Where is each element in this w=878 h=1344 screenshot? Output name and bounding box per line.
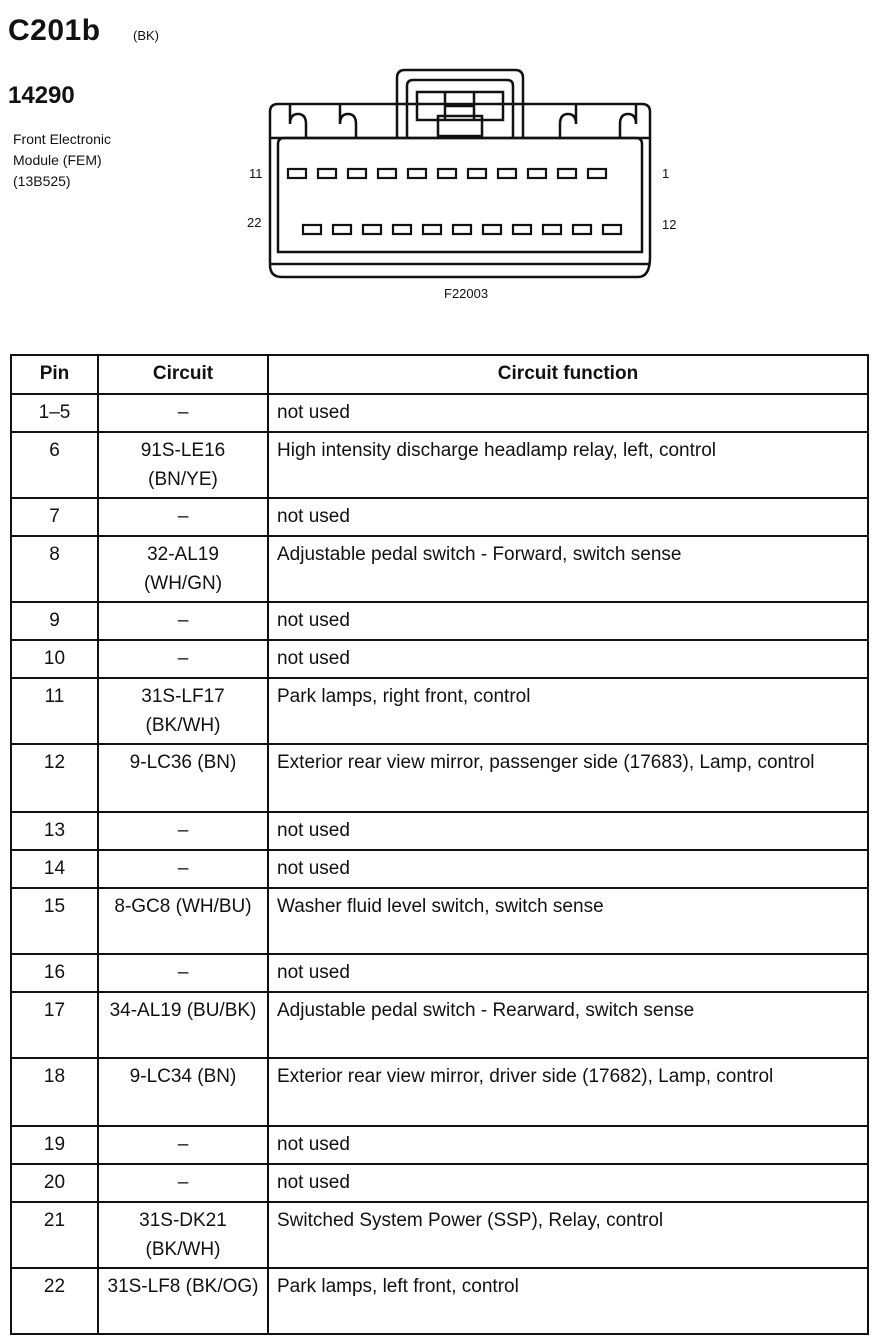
pin-cell: 20 [11,1164,98,1202]
circuit-cell: – [98,954,268,992]
pin-cell: 16 [11,954,98,992]
function-cell: not used [268,498,868,536]
table-header-row [11,355,868,394]
table-row [11,1202,868,1268]
function-cell: Adjustable pedal switch - Rearward, switch sense [268,992,868,1058]
function-cell: not used [268,602,868,640]
table-row [11,1164,868,1202]
pin-cell: 21 [11,1202,98,1268]
pin-cell: 10 [11,640,98,678]
function-cell: not used [268,640,868,678]
table-row [11,888,868,954]
pin-cell: 15 [11,888,98,954]
circuit-cell: – [98,640,268,678]
table-row [11,432,868,498]
function-cell: Adjustable pedal switch - Forward, switch sense [268,536,868,602]
pin-label-12: 12 [662,217,677,232]
function-cell: not used [268,812,868,850]
circuit-cell: 32-AL19 (WH/GN) [98,536,268,602]
pin-cell: 19 [11,1126,98,1164]
pin-label-22: 22 [247,215,262,230]
pin-cell: 11 [11,678,98,744]
function-cell: not used [268,394,868,432]
circuit-cell: 9-LC36 (BN) [98,744,268,812]
module-line: Front Electronic [13,131,112,147]
pin-cell: 13 [11,812,98,850]
pin-table [10,354,869,1335]
table-row [11,954,868,992]
circuit-cell: – [98,394,268,432]
pin-label-1: 1 [662,166,670,181]
module-line: (13B525) [13,173,71,189]
table-row [11,1268,868,1334]
pin-cell: 12 [11,744,98,812]
circuit-cell: – [98,812,268,850]
table-row [11,536,868,602]
table-row [11,812,868,850]
connector-face-diagram [240,62,690,312]
table-row [11,992,868,1058]
function-cell: not used [268,954,868,992]
table-row [11,602,868,640]
function-cell: Exterior rear view mirror, passenger side (17683), Lamp, control [268,744,868,812]
function-cell: not used [268,1164,868,1202]
function-cell: High intensity discharge headlamp relay, left, control [268,432,868,498]
table-row [11,1058,868,1126]
part-number: 14290 [8,82,75,109]
table-row [11,678,868,744]
pin-cell: 1–5 [11,394,98,432]
header-function: Circuit function [268,355,868,394]
table-row [11,744,868,812]
pin-cell: 8 [11,536,98,602]
table-row [11,640,868,678]
pin-cavities [288,169,621,234]
module-line: Module (FEM) [13,152,102,168]
circuit-cell: – [98,1126,268,1164]
circuit-cell: 31S-LF8 (BK/OG) [98,1268,268,1334]
module-description [13,129,111,192]
circuit-cell: – [98,602,268,640]
circuit-cell: – [98,850,268,888]
pin-cell: 17 [11,992,98,1058]
circuit-cell: 34-AL19 (BU/BK) [98,992,268,1058]
function-cell: Switched System Power (SSP), Relay, control [268,1202,868,1268]
circuit-cell: 9-LC34 (BN) [98,1058,268,1126]
table-row [11,394,868,432]
circuit-cell: – [98,498,268,536]
pin-cell: 18 [11,1058,98,1126]
pin-cell: 22 [11,1268,98,1334]
pin-cell: 6 [11,432,98,498]
circuit-cell: 31S-DK21 (BK/WH) [98,1202,268,1268]
pin-cell: 7 [11,498,98,536]
table-row [11,1126,868,1164]
function-cell: not used [268,1126,868,1164]
pin-cell: 9 [11,602,98,640]
circuit-cell: 91S-LE16 (BN/YE) [98,432,268,498]
function-cell: Park lamps, left front, control [268,1268,868,1334]
function-cell: Exterior rear view mirror, driver side (17682), Lamp, control [268,1058,868,1126]
table-row [11,498,868,536]
function-cell: not used [268,850,868,888]
function-cell: Park lamps, right front, control [268,678,868,744]
header-circuit: Circuit [98,355,268,394]
circuit-cell: 8-GC8 (WH/BU) [98,888,268,954]
header-pin: Pin [11,355,98,394]
figure-id: F22003 [444,286,489,301]
pin-label-11: 11 [249,166,263,181]
connector-title: C201b [8,14,101,47]
circuit-cell: 31S-LF17 (BK/WH) [98,678,268,744]
function-cell: Washer fluid level switch, switch sense [268,888,868,954]
pin-cell: 14 [11,850,98,888]
circuit-cell: – [98,1164,268,1202]
table-row [11,850,868,888]
connector-color: (BK) [133,28,159,43]
